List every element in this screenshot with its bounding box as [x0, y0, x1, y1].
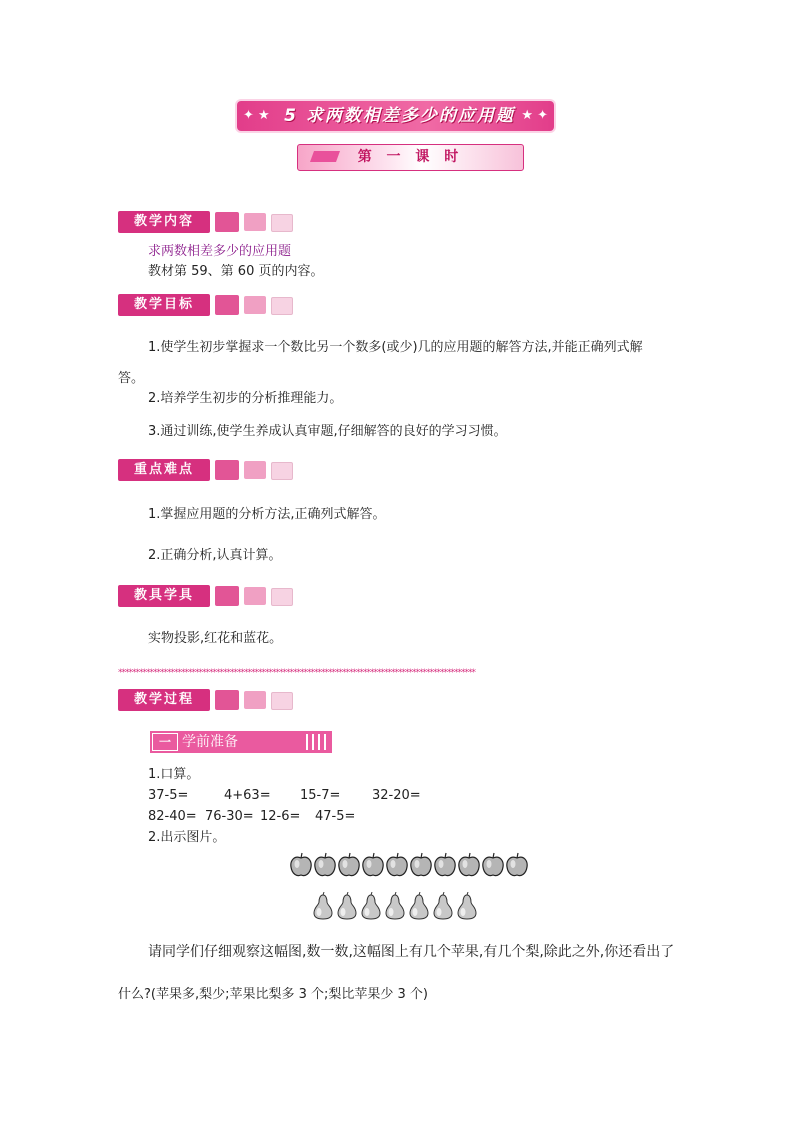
apple-icon	[434, 852, 456, 878]
key-line: 1.掌握应用题的分析方法,正确列式解答。	[148, 507, 386, 522]
sub-section-banner	[150, 731, 332, 753]
apple-icon	[314, 852, 336, 878]
pear-icon	[360, 892, 382, 920]
pear-icon	[408, 892, 430, 920]
pear-icon	[312, 892, 334, 920]
calc-item: 15-7=	[300, 788, 341, 803]
question-line: 什么?(苹果多,梨少;苹果比梨多 3 个;梨比苹果少 3 个)	[118, 987, 429, 1002]
title-banner	[237, 101, 554, 131]
page-title: 5 求两数相差多少的应用题	[284, 106, 515, 126]
pear-icon	[384, 892, 406, 920]
lesson-title: 第 一 课 时	[357, 149, 464, 165]
item-label: 2.出示图片。	[148, 830, 226, 845]
goal-line: 2.培养学生初步的分析推理能力。	[148, 391, 343, 406]
apple-icon	[386, 852, 408, 878]
calc-item: 47-5=	[315, 809, 356, 824]
calc-item: 76-30=	[205, 809, 254, 824]
item-label: 1.口算。	[148, 767, 200, 782]
apple-icon	[506, 852, 528, 878]
pear-icon	[456, 892, 478, 920]
goal-line: 3.通过训练,使学生养成认真审题,仔细解答的良好的学习习惯。	[148, 424, 507, 439]
apple-icon	[482, 852, 504, 878]
apple-icon	[458, 852, 480, 878]
star-icon: ✦ ★	[243, 108, 270, 123]
calc-item: 37-5=	[148, 788, 189, 803]
apple-row	[290, 852, 528, 878]
star-separator: ******************************************************************************************************	[118, 668, 475, 678]
sub-section-title: 学前准备	[182, 734, 238, 750]
apple-icon	[410, 852, 432, 878]
bars-decoration	[306, 734, 328, 750]
sub-section-number: 一	[152, 733, 178, 751]
pear-icon	[336, 892, 358, 920]
apple-icon	[290, 852, 312, 878]
tools-line: 实物投影,红花和蓝花。	[148, 631, 283, 646]
pear-icon	[432, 892, 454, 920]
pear-row	[312, 892, 478, 920]
star-icon: ★ ✦	[521, 108, 548, 123]
key-line: 2.正确分析,认真计算。	[148, 548, 282, 563]
lesson-banner	[297, 144, 524, 171]
calc-item: 82-40=	[148, 809, 197, 824]
question-line: 请同学们仔细观察这幅图,数一数,这幅图上有几个苹果,有几个梨,除此之外,你还看出了	[148, 944, 675, 960]
apple-icon	[338, 852, 360, 878]
calc-item: 4+63=	[224, 788, 271, 803]
goal-line: 答。	[118, 371, 145, 386]
calc-item: 12-6=	[260, 809, 301, 824]
content-line: 教材第 59、第 60 页的内容。	[148, 264, 324, 279]
goal-line: 1.使学生初步掌握求一个数比另一个数多(或少)几的应用题的解答方法,并能正确列式解	[148, 340, 643, 355]
calc-item: 32-20=	[372, 788, 421, 803]
apple-icon	[362, 852, 384, 878]
content-line: 求两数相差多少的应用题	[148, 244, 292, 259]
